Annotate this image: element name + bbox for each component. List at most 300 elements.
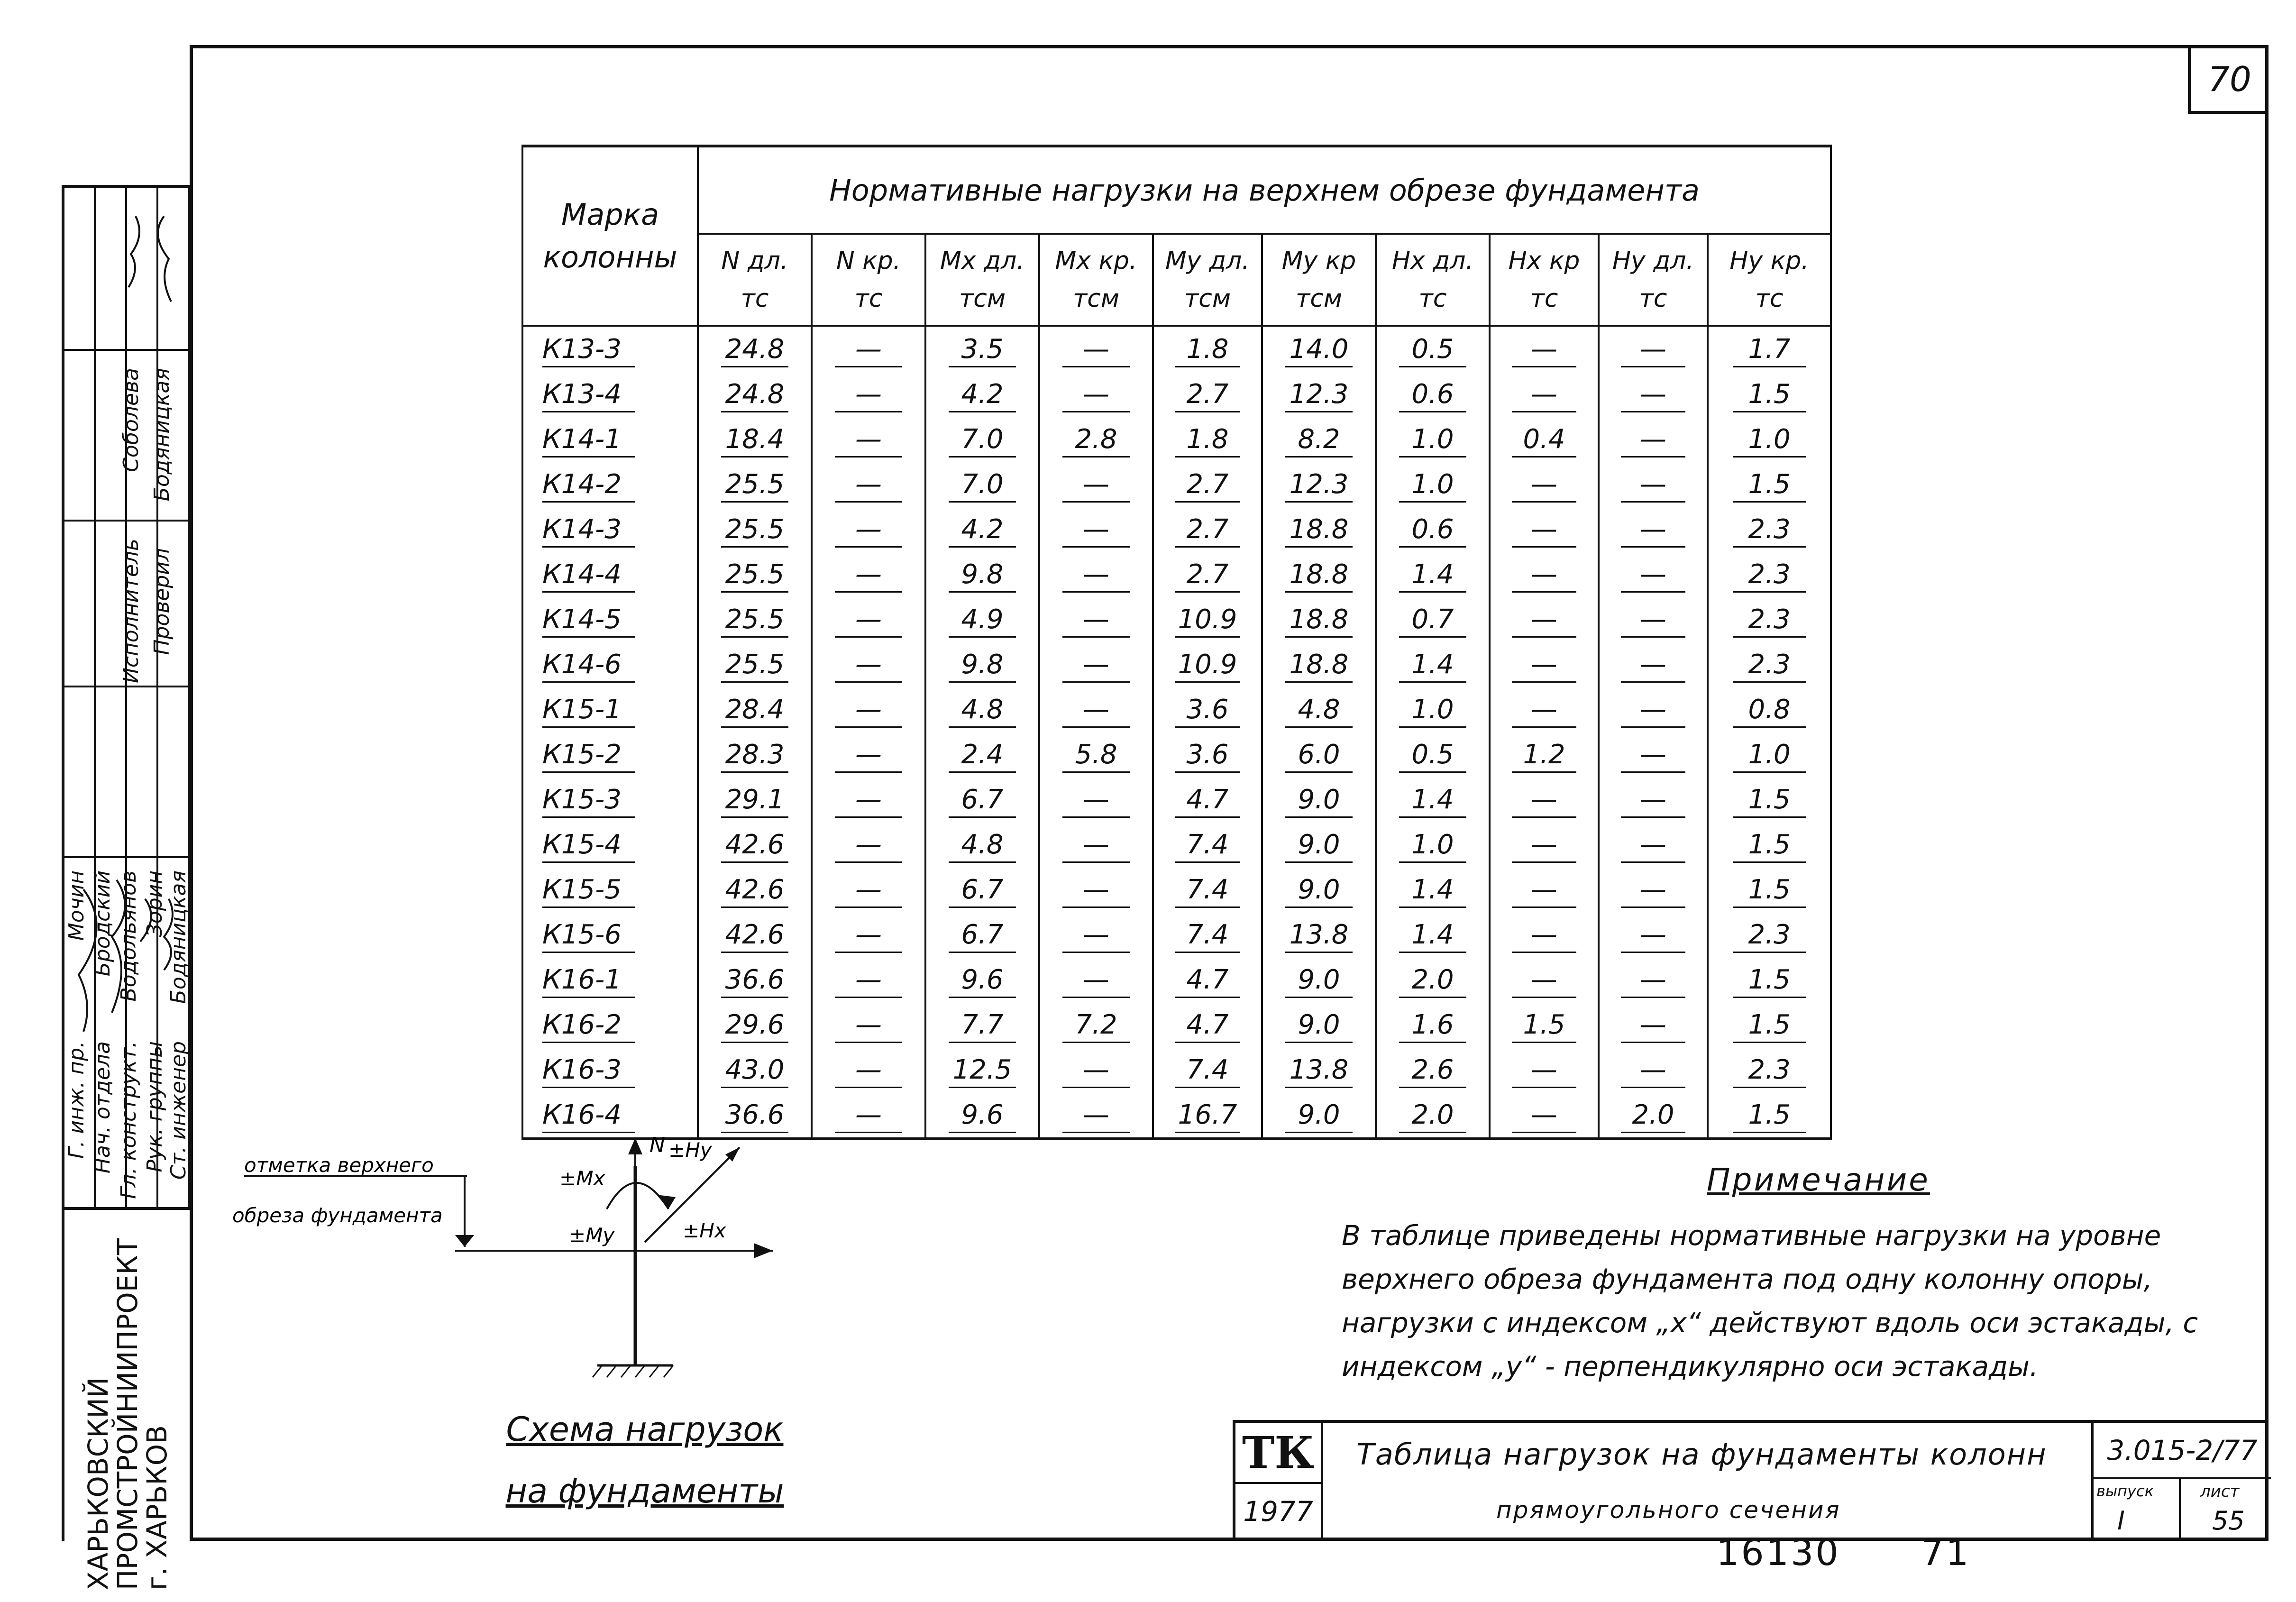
cell-value: — [1062, 1099, 1130, 1133]
cell-value: 1.4 [1399, 648, 1466, 683]
cell-value: — [1062, 963, 1130, 998]
table-row [522, 777, 1831, 822]
column-name: Hy дл. [1612, 247, 1694, 275]
table-cell [1599, 867, 1708, 912]
cell-value: К14-1 [542, 423, 635, 458]
cell-value: 2.3 [1733, 558, 1806, 593]
cell-value: — [835, 783, 902, 818]
cell-value: К16-2 [542, 1008, 635, 1043]
cell-value: 7.4 [1175, 873, 1240, 908]
column-mark [522, 732, 698, 777]
table-cell [812, 597, 925, 642]
cell-value: — [1621, 423, 1685, 458]
table-cell [1153, 552, 1262, 597]
cell-value: 4.8 [949, 828, 1016, 863]
column-mark [522, 1002, 698, 1047]
cell-value: 9.8 [949, 648, 1016, 683]
cell-value: — [1512, 1053, 1576, 1088]
table-cell [1039, 1092, 1153, 1139]
table-cell [812, 1002, 925, 1047]
cell-value: 2.8 [1062, 423, 1130, 458]
cell-value: 18.8 [1285, 558, 1353, 593]
title-stamp [1233, 1420, 2269, 1541]
table-cell [925, 372, 1039, 417]
cell-value: — [1621, 963, 1685, 998]
column-header [812, 234, 925, 326]
table-cell [925, 822, 1039, 867]
cell-value: 42.6 [721, 828, 788, 863]
table-cell [1376, 326, 1490, 372]
column-header [1039, 234, 1153, 326]
cell-value: 7.0 [949, 423, 1016, 458]
cell-value: — [1621, 468, 1685, 503]
cell-value: 4.7 [1175, 963, 1240, 998]
table-cell [812, 912, 925, 957]
cell-value: 25.5 [721, 513, 788, 548]
table-cell [812, 642, 925, 687]
column-header [1490, 234, 1599, 326]
table-header [522, 146, 1831, 326]
column-name: N дл. [721, 247, 788, 275]
table-cell [1153, 507, 1262, 552]
table-row [522, 957, 1831, 1002]
cell-value: — [1062, 828, 1130, 863]
table-cell [1153, 687, 1262, 732]
table-cell [1153, 912, 1262, 957]
name-executor: Соболева [119, 368, 143, 472]
cell-value: 0.6 [1399, 513, 1466, 548]
table-cell [1376, 597, 1490, 642]
bottom-numbers [1716, 1531, 2051, 1574]
cell-value: 1.4 [1399, 783, 1466, 818]
table-cell [1708, 462, 1831, 507]
table-cell [1039, 326, 1153, 372]
cell-value: К14-2 [542, 468, 635, 503]
cell-value: 29.1 [721, 783, 788, 818]
table-cell [698, 642, 812, 687]
table-row [522, 822, 1831, 867]
cell-value: 6.7 [949, 783, 1016, 818]
table-cell [1153, 597, 1262, 642]
table-cell [1708, 1047, 1831, 1092]
cell-value: — [1621, 378, 1685, 412]
table-cell [1262, 642, 1376, 687]
cell-value: — [835, 1008, 902, 1043]
table-cell [1376, 642, 1490, 687]
column-unit: тс [1755, 284, 1784, 313]
cell-value: 7.4 [1175, 918, 1240, 953]
name-checker: Бодяницкая [150, 368, 174, 502]
cell-value: — [835, 1053, 902, 1088]
table-cell [698, 867, 812, 912]
table-cell [1376, 687, 1490, 732]
cell-value: — [835, 603, 902, 638]
table-cell [1490, 777, 1599, 822]
table-cell [1490, 552, 1599, 597]
table-cell [1708, 417, 1831, 462]
cell-value: 1.4 [1399, 558, 1466, 593]
table-cell [1708, 687, 1831, 732]
table-row [522, 417, 1831, 462]
signatures-drawing [64, 188, 190, 1207]
table-cell [925, 1002, 1039, 1047]
table-cell [698, 417, 812, 462]
column-header [925, 234, 1039, 326]
stamp-subtitle: прямоугольного сечения [1496, 1496, 1841, 1524]
table-cell [1490, 417, 1599, 462]
column-name: N кр. [836, 247, 901, 275]
table-cell [1490, 957, 1599, 1002]
cell-value: 0.5 [1399, 738, 1466, 773]
table-cell [1708, 507, 1831, 552]
cell-value: 0.8 [1733, 693, 1806, 728]
column-name: Mx дл. [940, 247, 1025, 275]
cell-value: — [1621, 693, 1685, 728]
cell-value: 25.5 [721, 648, 788, 683]
cell-value: — [1512, 828, 1576, 863]
table-cell [1599, 912, 1708, 957]
column-header [1262, 234, 1376, 326]
table-cell [1153, 1047, 1262, 1092]
n-label: N [649, 1133, 665, 1157]
cell-value: — [835, 423, 902, 458]
table-cell [1262, 1002, 1376, 1047]
cell-value: — [1512, 513, 1576, 548]
cell-value: — [1621, 558, 1685, 593]
table-row [522, 372, 1831, 417]
table-cell [1039, 687, 1153, 732]
level-label-2: обреза фундамента [232, 1204, 443, 1227]
column-mark [522, 597, 698, 642]
cell-value: 4.8 [949, 693, 1016, 728]
table-cell [1376, 912, 1490, 957]
cell-value: 1.5 [1733, 828, 1806, 863]
role-chief-designer: Гл. конструкт. [117, 1041, 141, 1199]
table-cell [812, 372, 925, 417]
table-cell [1708, 957, 1831, 1002]
cell-value: — [1062, 1053, 1130, 1088]
table-cell [1039, 552, 1153, 597]
cell-value: 9.0 [1285, 1099, 1353, 1133]
table-cell [698, 957, 812, 1002]
cell-value: 0.4 [1512, 423, 1576, 458]
table-cell [1262, 867, 1376, 912]
column-name: My кр [1281, 247, 1356, 275]
table-cell [1599, 777, 1708, 822]
cell-value: 12.3 [1285, 468, 1353, 503]
table-cell [1490, 1002, 1599, 1047]
table-cell [1599, 326, 1708, 372]
table-cell [698, 507, 812, 552]
cell-value: К16-1 [542, 963, 635, 998]
table-cell [1708, 912, 1831, 957]
cell-value: — [835, 378, 902, 412]
column-name: Hx кр [1508, 247, 1580, 275]
column-unit: тс [1530, 284, 1558, 313]
cell-value: — [1621, 333, 1685, 367]
cell-value: 43.0 [721, 1053, 788, 1088]
table-cell [1039, 912, 1153, 957]
table-cell [1490, 687, 1599, 732]
table-cell [698, 732, 812, 777]
cell-value: — [1512, 693, 1576, 728]
hx-label: ±Hx [683, 1219, 726, 1242]
table-cell [1599, 732, 1708, 777]
cell-value: 1.0 [1399, 423, 1466, 458]
table-cell [1153, 642, 1262, 687]
table-cell [812, 417, 925, 462]
cell-value: 1.5 [1733, 378, 1806, 412]
column-header [1376, 234, 1490, 326]
cell-value: 2.3 [1733, 918, 1806, 953]
table-cell [1490, 372, 1599, 417]
column-mark [522, 957, 698, 1002]
cell-value: К15-6 [542, 918, 635, 953]
cell-value: — [1062, 648, 1130, 683]
inventory-number: 16130 [1716, 1531, 1840, 1574]
table-cell [1262, 507, 1376, 552]
organization-name [83, 1238, 172, 1590]
table-row [522, 687, 1831, 732]
cell-value: 4.7 [1175, 783, 1240, 818]
cell-value: К15-4 [542, 828, 635, 863]
cell-value: 10.9 [1175, 648, 1240, 683]
cell-value: К14-5 [542, 603, 635, 638]
column-mark [522, 777, 698, 822]
table-cell [1262, 552, 1376, 597]
table-cell [1376, 867, 1490, 912]
name-4: Зорин [143, 870, 167, 937]
table-cell [1490, 822, 1599, 867]
issue-value: I [2117, 1506, 2125, 1536]
cell-value: 2.7 [1175, 513, 1240, 548]
cell-value: 1.5 [1733, 963, 1806, 998]
table-cell [1039, 597, 1153, 642]
org-line-2: ПРОМСТРОЙНИИПРОЕКТ [111, 1238, 144, 1591]
column-mark [522, 912, 698, 957]
table-cell [1708, 372, 1831, 417]
cell-value: 1.8 [1175, 333, 1240, 367]
column-name: Mx кр. [1055, 247, 1137, 275]
table-cell [1376, 417, 1490, 462]
cell-value: — [835, 873, 902, 908]
table-cell [1708, 822, 1831, 867]
table-cell [698, 326, 812, 372]
table-cell [1039, 372, 1153, 417]
table-cell [1153, 1092, 1262, 1139]
table-cell [1490, 1047, 1599, 1092]
table-cell [1039, 867, 1153, 912]
cell-value: 9.0 [1285, 963, 1353, 998]
cell-value: 12.5 [949, 1053, 1016, 1088]
cell-value: 1.5 [1733, 468, 1806, 503]
table-cell [698, 1002, 812, 1047]
table-row [522, 642, 1831, 687]
table-cell [1039, 462, 1153, 507]
cell-value: 0.5 [1399, 333, 1466, 367]
table-cell [925, 642, 1039, 687]
column-name: My дл. [1165, 247, 1250, 275]
cell-value: — [835, 558, 902, 593]
table-cell [1262, 822, 1376, 867]
table-cell [1153, 417, 1262, 462]
table-cell [1599, 642, 1708, 687]
cell-value: — [1512, 648, 1576, 683]
cell-value: 7.7 [949, 1008, 1016, 1043]
table-cell [1039, 642, 1153, 687]
table-cell [812, 326, 925, 372]
cell-value: 18.8 [1285, 603, 1353, 638]
my-label: ±My [569, 1224, 615, 1247]
cell-value: 1.2 [1512, 738, 1576, 773]
cell-value: 1.5 [1733, 1099, 1806, 1133]
cell-value: 2.7 [1175, 378, 1240, 412]
cell-value: 10.9 [1175, 603, 1240, 638]
cell-value: 2.3 [1733, 1053, 1806, 1088]
cell-value: 6.0 [1285, 738, 1353, 773]
table-cell [1599, 552, 1708, 597]
cell-value: — [1621, 648, 1685, 683]
table-cell [698, 822, 812, 867]
table-cell [1708, 552, 1831, 597]
table-cell [925, 597, 1039, 642]
cell-value: — [1512, 333, 1576, 367]
table-cell [1376, 372, 1490, 417]
table-cell [1262, 1092, 1376, 1139]
cell-value: 1.5 [1512, 1008, 1576, 1043]
table-cell [925, 777, 1039, 822]
cell-value: 4.2 [949, 378, 1016, 412]
cell-value: — [835, 918, 902, 953]
column-mark [522, 507, 698, 552]
cell-value: — [1062, 603, 1130, 638]
cell-value: К16-3 [542, 1053, 635, 1088]
level-label-1: отметка верхнего [244, 1153, 434, 1177]
column-mark [522, 552, 698, 597]
table-cell [1490, 326, 1599, 372]
cell-value: — [1062, 918, 1130, 953]
cell-value: — [1512, 783, 1576, 818]
cell-value: — [1062, 873, 1130, 908]
sidebar-title-block [62, 185, 191, 1591]
table-cell [1153, 777, 1262, 822]
table-cell [698, 372, 812, 417]
table-cell [1262, 732, 1376, 777]
table-cell [1599, 1092, 1708, 1139]
table-cell [1376, 462, 1490, 507]
role-senior-engineer: Ст. инженер [166, 1041, 191, 1180]
table-cell [1708, 1092, 1831, 1139]
note-title: Примечание [1707, 1162, 1930, 1198]
stamp-code-block [2091, 1423, 2271, 1541]
table-cell [1599, 417, 1708, 462]
table-cell [1153, 326, 1262, 372]
name-2: Бродский [91, 870, 115, 977]
table-cell [1708, 732, 1831, 777]
table-cell [925, 957, 1039, 1002]
table-cell [1599, 507, 1708, 552]
cell-value: 6.7 [949, 918, 1016, 953]
sheet-label: лист [2200, 1482, 2240, 1501]
cell-value: 1.5 [1733, 873, 1806, 908]
cell-value: — [835, 513, 902, 548]
table-cell [1708, 1002, 1831, 1047]
cell-value: — [1062, 693, 1130, 728]
cell-value: 16.7 [1175, 1099, 1240, 1133]
column-mark [522, 326, 698, 372]
cell-value: 1.0 [1399, 468, 1466, 503]
table-cell [925, 326, 1039, 372]
table-cell [1599, 1002, 1708, 1047]
table-cell [1708, 642, 1831, 687]
cell-value: 1.0 [1399, 693, 1466, 728]
cell-value: — [1621, 513, 1685, 548]
table-cell [1376, 777, 1490, 822]
column-mark [522, 372, 698, 417]
cell-value: — [835, 468, 902, 503]
table-cell [812, 552, 925, 597]
cell-value: 2.0 [1399, 963, 1466, 998]
cell-value: К15-2 [542, 738, 635, 773]
table-cell [698, 777, 812, 822]
column-mark [522, 1047, 698, 1092]
cell-value: 0.7 [1399, 603, 1466, 638]
column-unit: тс [1418, 284, 1447, 313]
table-cell [1490, 642, 1599, 687]
cell-value: 28.4 [721, 693, 788, 728]
column-unit: тсм [1184, 284, 1231, 313]
cell-value: 2.0 [1621, 1099, 1685, 1133]
table-cell [925, 417, 1039, 462]
cell-value: 4.7 [1175, 1008, 1240, 1043]
cell-value: — [1512, 963, 1576, 998]
cell-value: — [1062, 558, 1130, 593]
column-mark [522, 687, 698, 732]
table-cell [1599, 957, 1708, 1002]
table-row [522, 507, 1831, 552]
cell-value: 9.6 [949, 1099, 1016, 1133]
table-cell [1490, 732, 1599, 777]
name-1: Мочин [64, 870, 89, 941]
cell-value: — [1621, 1053, 1685, 1088]
cell-value: — [1512, 468, 1576, 503]
cell-value: 4.2 [949, 513, 1016, 548]
table-cell [1039, 1047, 1153, 1092]
scheme-title-line-1: Схема нагрузок [506, 1410, 784, 1449]
table-cell [1376, 552, 1490, 597]
cell-value: — [1512, 603, 1576, 638]
cell-value: К15-1 [542, 693, 635, 728]
table-row [522, 867, 1831, 912]
table-cell [1708, 867, 1831, 912]
cell-value: — [1512, 873, 1576, 908]
table-cell [925, 1047, 1039, 1092]
table-cell [1376, 1002, 1490, 1047]
table-cell [925, 1092, 1039, 1139]
table-cell [1153, 957, 1262, 1002]
cell-value: — [835, 963, 902, 998]
table-cell [1376, 1092, 1490, 1139]
column-unit: тсм [1295, 284, 1343, 313]
table-cell [698, 687, 812, 732]
cell-value: — [1512, 1099, 1576, 1133]
scheme-title-line-2: на фундаменты [505, 1472, 784, 1510]
table-cell [812, 507, 925, 552]
stamp-title: Таблица нагрузок на фундаменты колонн [1356, 1437, 2047, 1472]
column-mark [522, 642, 698, 687]
cell-value: — [1621, 1008, 1685, 1043]
cell-value: — [835, 738, 902, 773]
